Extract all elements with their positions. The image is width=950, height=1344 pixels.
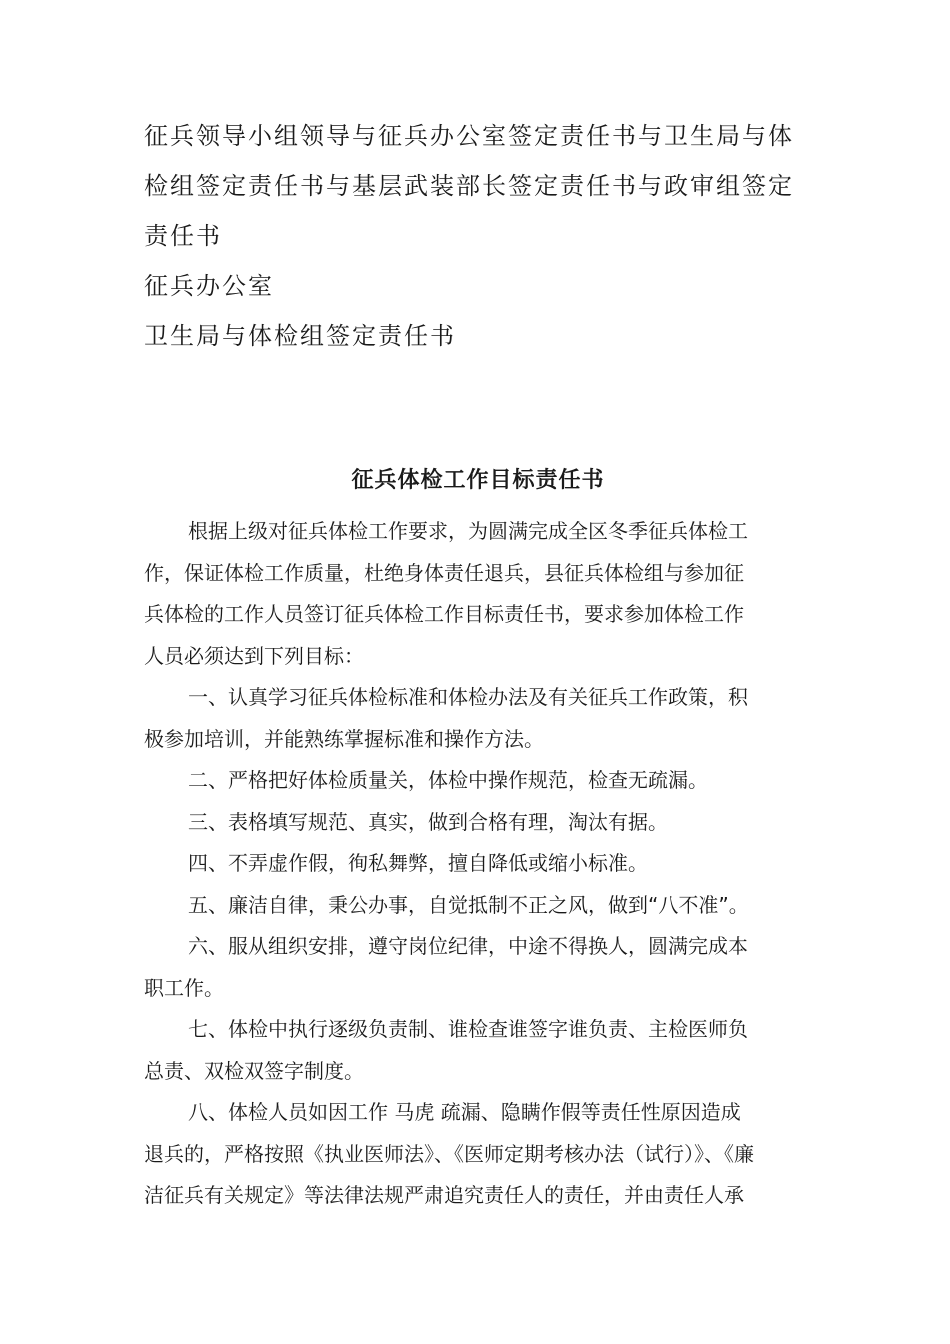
body-line: 职工作。 [144,975,224,1000]
body-line: 六、服从组织安排，遵守岗位纪律，中途不得换人，圆满完成本 [188,934,748,958]
document-title: 征兵体检工作目标责任书 [351,468,605,493]
body-line: 极参加培训，并能熟练掌握标准和操作方法。 [144,726,544,751]
header-line: 检组签定责任书与基层武装部长签定责任书与政审组签定 [144,172,794,200]
body-line: 根据上级对征兵体检工作要求，为圆满完成全区冬季征兵体检工 [188,519,748,543]
header-line: 卫生局与体检组签定责任书 [144,322,456,350]
body-line: 二、严格把好体检质量关，体检中操作规范，检查无疏漏。 [188,768,708,792]
body-line: 三、表格填写规范、真实，做到合格有理，淘汰有据。 [188,809,668,834]
body-line: 五、廉洁自律，秉公办事，自觉抵制不正之风，做到“八不准”。 [188,892,749,917]
body-line: 总责、双检双签字制度。 [144,1058,364,1083]
body-line: 八、体检人员如因工作 马虎 疏漏、隐瞒作假等责任性原因造成 [188,1100,741,1124]
header-line: 征兵领导小组领导与征兵办公室签定责任书与卫生局与体 [144,122,794,150]
body-line: 兵体检的工作人员签订征兵体检工作目标责任书，要求参加体检工作 [144,602,744,626]
body-line: 四、不弄虚作假，徇私舞弊，擅自降低或缩小标准。 [188,851,648,875]
body-line: 退兵的，严格按照《执业医师法》、《医师定期考核办法（试行）》、《廉 [144,1141,754,1166]
header-line: 征兵办公室 [144,272,274,300]
body-line: 洁征兵有关规定》等法律法规严肃追究责任人的责任，并由责任人承 [144,1183,744,1207]
header-line: 责任书 [144,222,222,250]
document-body [144,511,812,1217]
body-line: 人员必须达到下列目标： [144,643,364,668]
body-line: 作，保证体检工作质量，杜绝身体责任退兵，县征兵体检组与参加征 [144,560,744,585]
body-line: 一、认真学习征兵体检标准和体检办法及有关征兵工作政策，积 [188,685,748,709]
header-block [144,111,812,361]
body-line: 七、体检中执行逐级负责制、谁检查谁签字谁负责、主检医师负 [188,1017,748,1041]
